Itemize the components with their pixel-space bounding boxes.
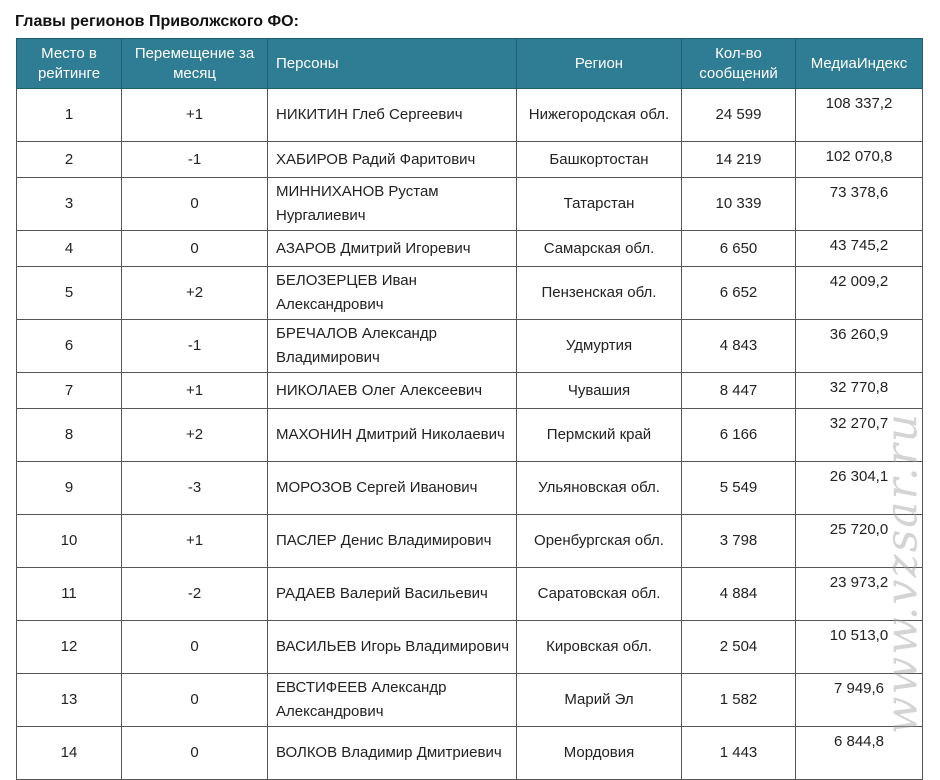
table-row: [17, 621, 923, 674]
table-row: [17, 142, 923, 178]
count-cell: 6 166: [682, 409, 796, 462]
move-cell: +1: [122, 89, 268, 142]
move-cell: 0: [122, 621, 268, 674]
person-cell: ЕВСТИФЕЕВ Александр Александрович: [268, 674, 517, 727]
move-cell: -1: [122, 142, 268, 178]
person-cell: ВОЛКОВ Владимир Дмитриевич: [268, 727, 517, 780]
media-index-cell: 43 745,2: [796, 231, 923, 267]
person-cell: ХАБИРОВ Радий Фаритович: [268, 142, 517, 178]
rank-cell: 10: [17, 515, 122, 568]
rank-cell: 7: [17, 373, 122, 409]
person-cell: ПАСЛЕР Денис Владимирович: [268, 515, 517, 568]
region-cell: Пермский край: [517, 409, 682, 462]
count-cell: 1 582: [682, 674, 796, 727]
move-cell: 0: [122, 178, 268, 231]
media-index-cell: 25 720,0: [796, 515, 923, 568]
rank-cell: 5: [17, 267, 122, 320]
column-header-person: Персоны: [268, 39, 517, 89]
column-header-move: Перемещение за месяц: [122, 39, 268, 89]
move-cell: +2: [122, 267, 268, 320]
move-cell: +2: [122, 409, 268, 462]
media-index-cell: 32 770,8: [796, 373, 923, 409]
media-index-cell: 73 378,6: [796, 178, 923, 231]
count-cell: 8 447: [682, 373, 796, 409]
count-cell: 2 504: [682, 621, 796, 674]
table-row: [17, 674, 923, 727]
rank-cell: 9: [17, 462, 122, 515]
column-header-count: Кол-во сообщений: [682, 39, 796, 89]
person-cell: НИКОЛАЕВ Олег Алексеевич: [268, 373, 517, 409]
move-cell: -3: [122, 462, 268, 515]
person-cell: МИННИХАНОВ Рустам Нургалиевич: [268, 178, 517, 231]
rank-cell: 14: [17, 727, 122, 780]
move-cell: 0: [122, 727, 268, 780]
person-cell: БЕЛОЗЕРЦЕВ Иван Александрович: [268, 267, 517, 320]
region-cell: Татарстан: [517, 178, 682, 231]
media-index-cell: 36 260,9: [796, 320, 923, 373]
move-cell: 0: [122, 674, 268, 727]
person-cell: РАДАЕВ Валерий Васильевич: [268, 568, 517, 621]
region-cell: Удмуртия: [517, 320, 682, 373]
person-cell: БРЕЧАЛОВ Александр Владимирович: [268, 320, 517, 373]
table-row: [17, 231, 923, 267]
region-cell: Ульяновская обл.: [517, 462, 682, 515]
region-cell: Самарская обл.: [517, 231, 682, 267]
count-cell: 4 884: [682, 568, 796, 621]
table-row: [17, 462, 923, 515]
media-index-cell: 26 304,1: [796, 462, 923, 515]
region-cell: Кировская обл.: [517, 621, 682, 674]
media-index-cell: 32 270,7: [796, 409, 923, 462]
table-row: [17, 89, 923, 142]
rank-cell: 1: [17, 89, 122, 142]
column-header-region: Регион: [517, 39, 682, 89]
region-cell: Пензенская обл.: [517, 267, 682, 320]
table-row: [17, 373, 923, 409]
rank-cell: 8: [17, 409, 122, 462]
table-row: [17, 568, 923, 621]
count-cell: 14 219: [682, 142, 796, 178]
rank-cell: 2: [17, 142, 122, 178]
count-cell: 6 650: [682, 231, 796, 267]
rank-cell: 3: [17, 178, 122, 231]
table-title: Главы регионов Приволжского ФО:: [15, 13, 299, 30]
move-cell: 0: [122, 231, 268, 267]
media-index-cell: 102 070,8: [796, 142, 923, 178]
region-cell: Башкортостан: [517, 142, 682, 178]
count-cell: 1 443: [682, 727, 796, 780]
watermark-text: www.vzsar.ru: [876, 411, 928, 734]
rank-cell: 11: [17, 568, 122, 621]
person-cell: АЗАРОВ Дмитрий Игоревич: [268, 231, 517, 267]
table-row: [17, 727, 923, 780]
rank-cell: 12: [17, 621, 122, 674]
rank-cell: 13: [17, 674, 122, 727]
table-row: [17, 515, 923, 568]
region-cell: Мордовия: [517, 727, 682, 780]
media-index-cell: 42 009,2: [796, 267, 923, 320]
media-index-cell: 7 949,6: [796, 674, 923, 727]
column-header-rank: Место в рейтинге: [17, 39, 122, 89]
count-cell: 10 339: [682, 178, 796, 231]
move-cell: +1: [122, 373, 268, 409]
count-cell: 4 843: [682, 320, 796, 373]
region-cell: Марий Эл: [517, 674, 682, 727]
region-cell: Нижегородская обл.: [517, 89, 682, 142]
table-row: [17, 178, 923, 231]
region-cell: Саратовская обл.: [517, 568, 682, 621]
move-cell: -1: [122, 320, 268, 373]
move-cell: +1: [122, 515, 268, 568]
media-index-cell: 10 513,0: [796, 621, 923, 674]
move-cell: -2: [122, 568, 268, 621]
rating-table: [16, 38, 923, 780]
region-cell: Чувашия: [517, 373, 682, 409]
media-index-cell: 6 844,8: [796, 727, 923, 780]
person-cell: МОРОЗОВ Сергей Иванович: [268, 462, 517, 515]
table-row: [17, 267, 923, 320]
person-cell: ВАСИЛЬЕВ Игорь Владимирович: [268, 621, 517, 674]
table-row: [17, 409, 923, 462]
person-cell: НИКИТИН Глеб Сергеевич: [268, 89, 517, 142]
table-header-row: [17, 39, 923, 89]
table-row: [17, 320, 923, 373]
column-header-media-index: МедиаИндекс: [796, 39, 923, 89]
count-cell: 24 599: [682, 89, 796, 142]
count-cell: 5 549: [682, 462, 796, 515]
media-index-cell: 108 337,2: [796, 89, 923, 142]
person-cell: МАХОНИН Дмитрий Николаевич: [268, 409, 517, 462]
media-index-cell: 23 973,2: [796, 568, 923, 621]
region-cell: Оренбургская обл.: [517, 515, 682, 568]
count-cell: 3 798: [682, 515, 796, 568]
rank-cell: 6: [17, 320, 122, 373]
count-cell: 6 652: [682, 267, 796, 320]
rank-cell: 4: [17, 231, 122, 267]
